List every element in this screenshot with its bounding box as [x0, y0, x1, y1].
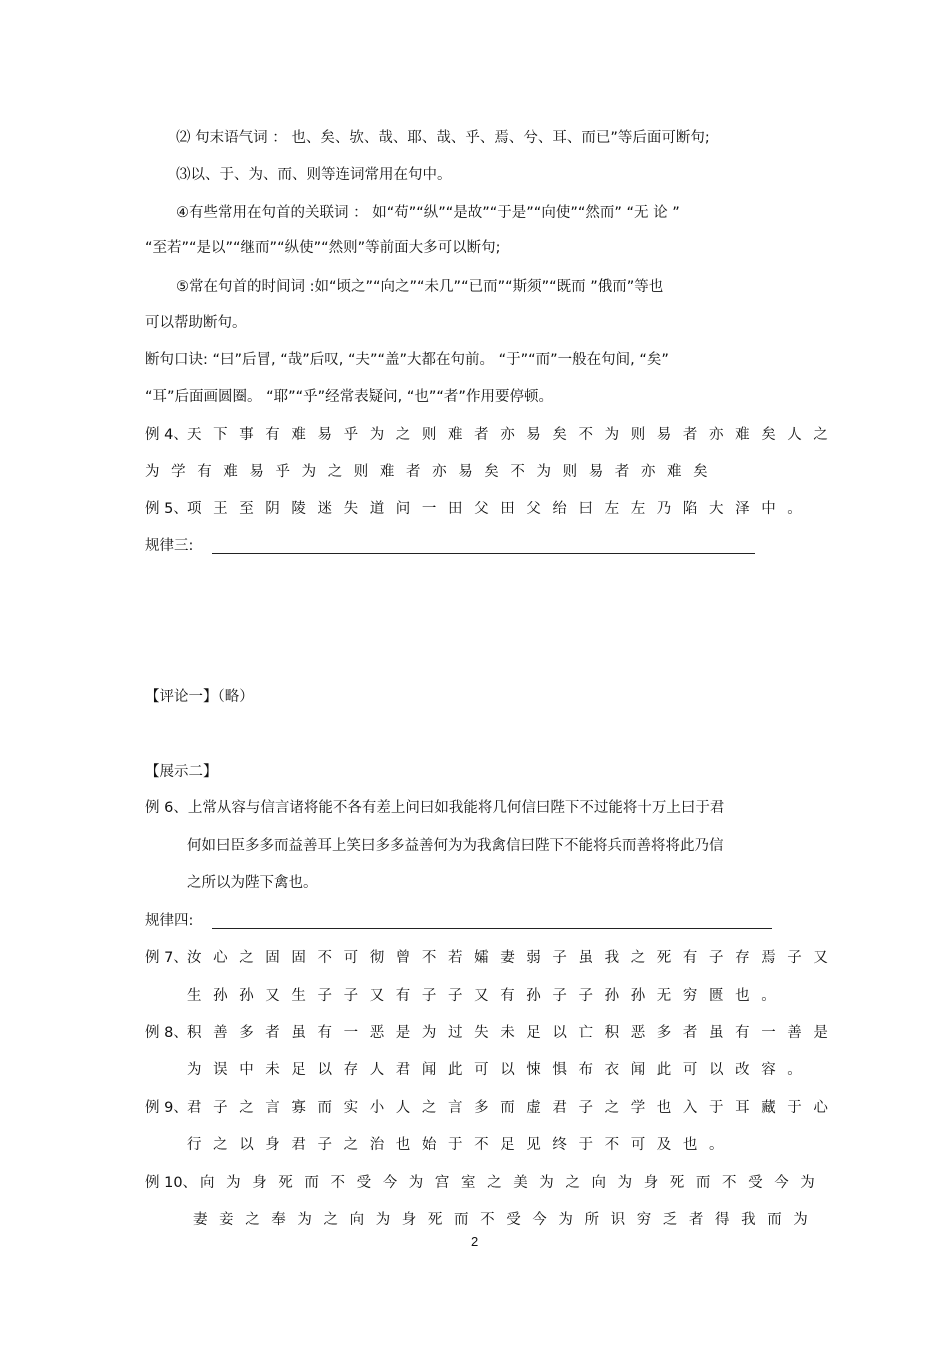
mnemonic-line-1: 断句口诀: “曰”后冒, “哉”后叹, “夫”“盖”大都在句前。 “于”“而”一般在句间, “矣”: [145, 352, 669, 368]
example-6-text-1: 例 6、上常从容与信言诸将能不各有差上问曰如我能将几何信曰陛下不过能将十万上曰于君: [145, 800, 725, 816]
example-4-label: 例 4、: [145, 427, 188, 443]
example-10-label: 例 10、: [145, 1175, 198, 1191]
example-10-text-1: 向为身死而不受今为宫室之美为之向为身死而不受今为: [200, 1175, 827, 1191]
example-9-label: 例 9、: [145, 1100, 188, 1116]
example-9-text-1: 君子之言寡而实小人之言多而虚君子之学也入于耳藏于心: [187, 1100, 840, 1116]
text-line-rule-5b: 可以帮助断句。: [145, 315, 247, 331]
mnemonic-line-2: “耳”后面画圆圈。 “耶”“乎”经常表疑问, “也”“者”作用要停顿。: [145, 389, 553, 405]
rule-3-blank-line: [212, 553, 755, 554]
text-line-rule-3: ⑶以、于、为、而、则等连词常用在句中。: [176, 167, 452, 183]
example-8-label: 例 8、: [145, 1025, 188, 1041]
text-line-rule-2: ⑵ 句末语气词 ： 也、矣、欤、哉、耶、哉、乎、焉、兮、耳、而已”等后面可断句;: [176, 130, 710, 146]
show-2-heading: 【展示二】: [145, 764, 218, 780]
rule-3-label: 规律三:: [145, 538, 194, 554]
text-line-rule-5a: ⑤常在句首的时间词 :如“顷之”“向之”“未几”“已而”“斯须”“既而 ”俄而”等也: [176, 279, 664, 295]
example-6-text-3: 之所以为陛下禽也。: [187, 875, 318, 891]
comment-1-heading: 【评论一】（略）: [145, 689, 254, 705]
example-8-text-1: 积善多者虽有一恶是为过失未足以亡积恶多者虽有一善是: [187, 1025, 840, 1041]
example-7-label: 例 7、: [145, 950, 188, 966]
example-8-text-2: 为误中未足以存人君闻此可以悚惧布衣闻此可以改容。: [187, 1062, 814, 1078]
example-7-text-1: 汝心之固固不可彻曾不若孀妻弱子虽我之死有子存焉子又: [187, 950, 840, 966]
example-9-text-2: 行之以身君子之治也始于不足见终于不可及也。: [187, 1137, 736, 1153]
text-line-rule-4b: “至若”“是以”“继而”“纵使”“然则”等前面大多可以断句;: [145, 240, 501, 256]
example-5-text: 项王至阴陵迷失道问一田父田父绐曰左左乃陷大泽中。: [187, 501, 814, 517]
rule-4-blank-line: [212, 928, 772, 929]
example-4-text-1: 天下事有难易乎为之则难者亦易矣不为则易者亦难矣人之: [187, 427, 840, 443]
example-7-text-2: 生孙孙又生子子又有子子又有孙子子孙孙无穷匮也。: [187, 988, 788, 1004]
rule-4-label: 规律四:: [145, 913, 194, 929]
page-number: 2: [471, 1234, 479, 1249]
example-4-text-2: 为学有难易乎为之则难者亦易矣不为则易者亦难矣: [145, 464, 720, 480]
example-6-text-2: 何如曰臣多多而益善耳上笑曰多多益善何为为我禽信曰陛下不能将兵而善将将此乃信: [187, 838, 724, 854]
text-line-rule-4a: ④有些常用在句首的关联词 ： 如“苟”“纵”“是故”“于是”“向使”“然而” “无 论 ”: [176, 205, 680, 221]
example-10-text-2: 妻妾之奉为之向为身死而不受今为所识穷乏者得我而为: [193, 1212, 820, 1228]
example-5-label: 例 5、: [145, 501, 188, 517]
